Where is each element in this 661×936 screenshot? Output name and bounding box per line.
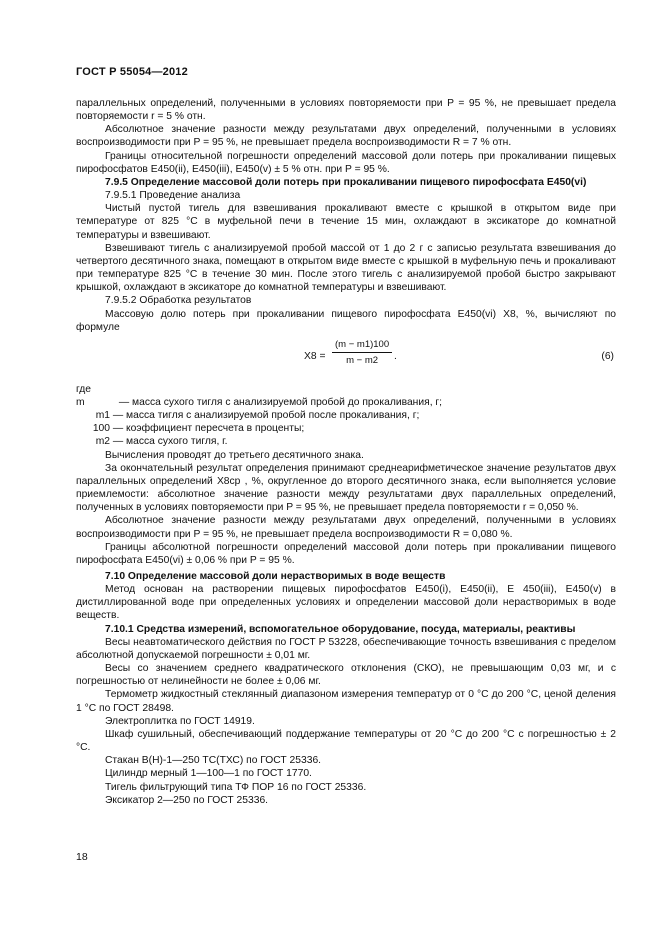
paragraph: Эксикатор 2—250 по ГОСТ 25336. — [105, 794, 269, 806]
formula-number: (6) — [601, 350, 614, 362]
definition-item — [76, 409, 616, 422]
paragraph: Весы неавтоматического действия по ГОСТ Р 53228, обеспечивающие точность взвешивания с пределом абсолютной допускаемой погрешности ± 0,01 мг. — [76, 636, 616, 661]
paragraph: параллельных определений, полученными в условиях повторяемости при P = 95 %, не превышает предела повторяемости r = 5 % отн. — [76, 98, 616, 123]
paragraph: Стакан В(Н)-1—250 ТС(ТХС) по ГОСТ 25336. — [105, 755, 322, 767]
paragraph: Весы со значением среднего квадратического отклонения (СКО), не превышающим 0,03 мг, и с погрешностью от нелинейности не более ± 0,06 мг. — [76, 663, 616, 688]
paragraph: Электроплитка по ГОСТ 14919. — [105, 715, 255, 727]
definition-desc: — масса тигля с анализируемой пробой после прокаливания, г; — [110, 410, 420, 422]
formula-numerator: (m − m1)100 — [332, 339, 392, 353]
paragraph: Абсолютное значение разности между результатами двух определений, полученными в условиях воспроизводимости при P = 95 %, не превышает предела воспроизводимости R = 7 % отн. — [76, 124, 616, 149]
formula-6 — [76, 337, 616, 379]
definition-term: 100 — [92, 423, 110, 435]
formula-lhs: X8 = — [304, 350, 326, 362]
paragraph: Границы абсолютной погрешности определений массовой доли потерь при прокаливании пищевого пирофосфата Е450(vi) ± 0,06 % при P = 95 %. — [76, 541, 616, 566]
section-heading-7-9-5: 7.9.5 Определение массовой доли потерь при прокаливании пищевого пирофосфата Е450(vi) — [105, 176, 587, 188]
paragraph: За окончательный результат определения принимают среднеарифметическое значение результатов двух параллельных определений X8ср , %, округленное до второго десятичного знака, если выполняется условие приемлемости: абсолютное значение разности между результатами двух параллельных определений, полученных в условиях повторяемости при P = 95 %, не превышает предела повторяемости r = 0,050 %. — [76, 462, 616, 514]
formula-end: . — [394, 350, 397, 362]
document-body — [76, 97, 616, 807]
definition-item — [76, 422, 616, 435]
definition-term: m2 — [95, 436, 110, 448]
formula-fraction — [332, 339, 392, 367]
definition-desc: — масса сухого тигля с анализируемой пробой до прокаливания, г; — [116, 396, 443, 408]
paragraph: Абсолютное значение разности между результатами двух определений, полученными в условиях воспроизводимости при P = 95 %, не превышает предела воспроизводимости R = 0,080 %. — [76, 515, 616, 540]
document-header: ГОСТ Р 55054—2012 — [76, 66, 188, 78]
paragraph: Границы относительной погрешности определений массовой доли потерь при прокаливании пищевых пирофосфатов Е450(ii), Е450(iii), Е450(v) ± 5 % отн. при P = 95 %. — [76, 150, 616, 175]
definition-desc: — коэффициент пересчета в проценты; — [110, 423, 305, 435]
paragraph: Цилиндр мерный 1—100—1 по ГОСТ 1770. — [105, 768, 312, 780]
paragraph: Шкаф сушильный, обеспечивающий поддержание температуры от 20 °С до 200 °С с погрешностью ± 2 °С. — [76, 728, 616, 754]
definition-item: где m — масса сухого тигля с анализируемой пробой до прокаливания, г; — [76, 383, 443, 408]
paragraph: Массовую долю потерь при прокаливании пищевого пирофосфата Е450(vi) X8, %, вычисляют по формуле — [76, 308, 616, 333]
subsection-heading: 7.9.5.1 Проведение анализа — [105, 190, 241, 202]
definition-term: m1 — [95, 410, 110, 422]
section-heading-7-10: 7.10 Определение массовой доли нерастворимых в воде веществ — [105, 571, 446, 582]
page-number: 18 — [76, 851, 88, 863]
paragraph: Взвешивают тигель с анализируемой пробой массой от 1 до 2 г с записью результата взвешивания до четвертого десятичного знака, помещают в открытом виде вместе с крышкой в муфельную печь и прокаливают при температуре 825 °С в течение 30 мин. После этого тигель с анализируемой пробой быстро закрывают крышкой, охлаждают в эксикаторе до комнатной температуры и взвешивают. — [76, 242, 616, 294]
formula-denominator: m − m2 — [346, 354, 379, 366]
paragraph: Термометр жидкостный стеклянный диапазоном измерения температур от 0 °С до 200 °С, ценой деления 1 °С по ГОСТ 28498. — [76, 689, 616, 714]
paragraph: Метод основан на растворении пищевых пирофосфатов Е450(i), Е450(ii), Е 450(iii), Е450(v) в дистиллированной воде при определенных условиях и определении массовой доли нерастворимых в воде веществ. — [76, 584, 616, 622]
paragraph: Вычисления проводят до третьего десятичного знака. — [105, 449, 364, 461]
definition-item — [76, 435, 616, 448]
paragraph: Тигель фильтрующий типа ТФ ПОР 16 по ГОСТ 25336. — [105, 781, 367, 793]
subsection-heading: 7.9.5.2 Обработка результатов — [105, 295, 252, 307]
paragraph: Чистый пустой тигель для взвешивания прокаливают вместе с крышкой в открытом виде при температуре от 825 °С в муфельной печи в течение 15 мин, охлаждают в эксикаторе до комнатной температуры и взвешивают. — [76, 203, 616, 241]
section-heading-7-10-1: 7.10.1 Средства измерений, вспомогательное оборудование, посуда, материалы, реактивы — [105, 623, 576, 635]
definition-desc: — масса сухого тигля, г. — [110, 436, 228, 448]
